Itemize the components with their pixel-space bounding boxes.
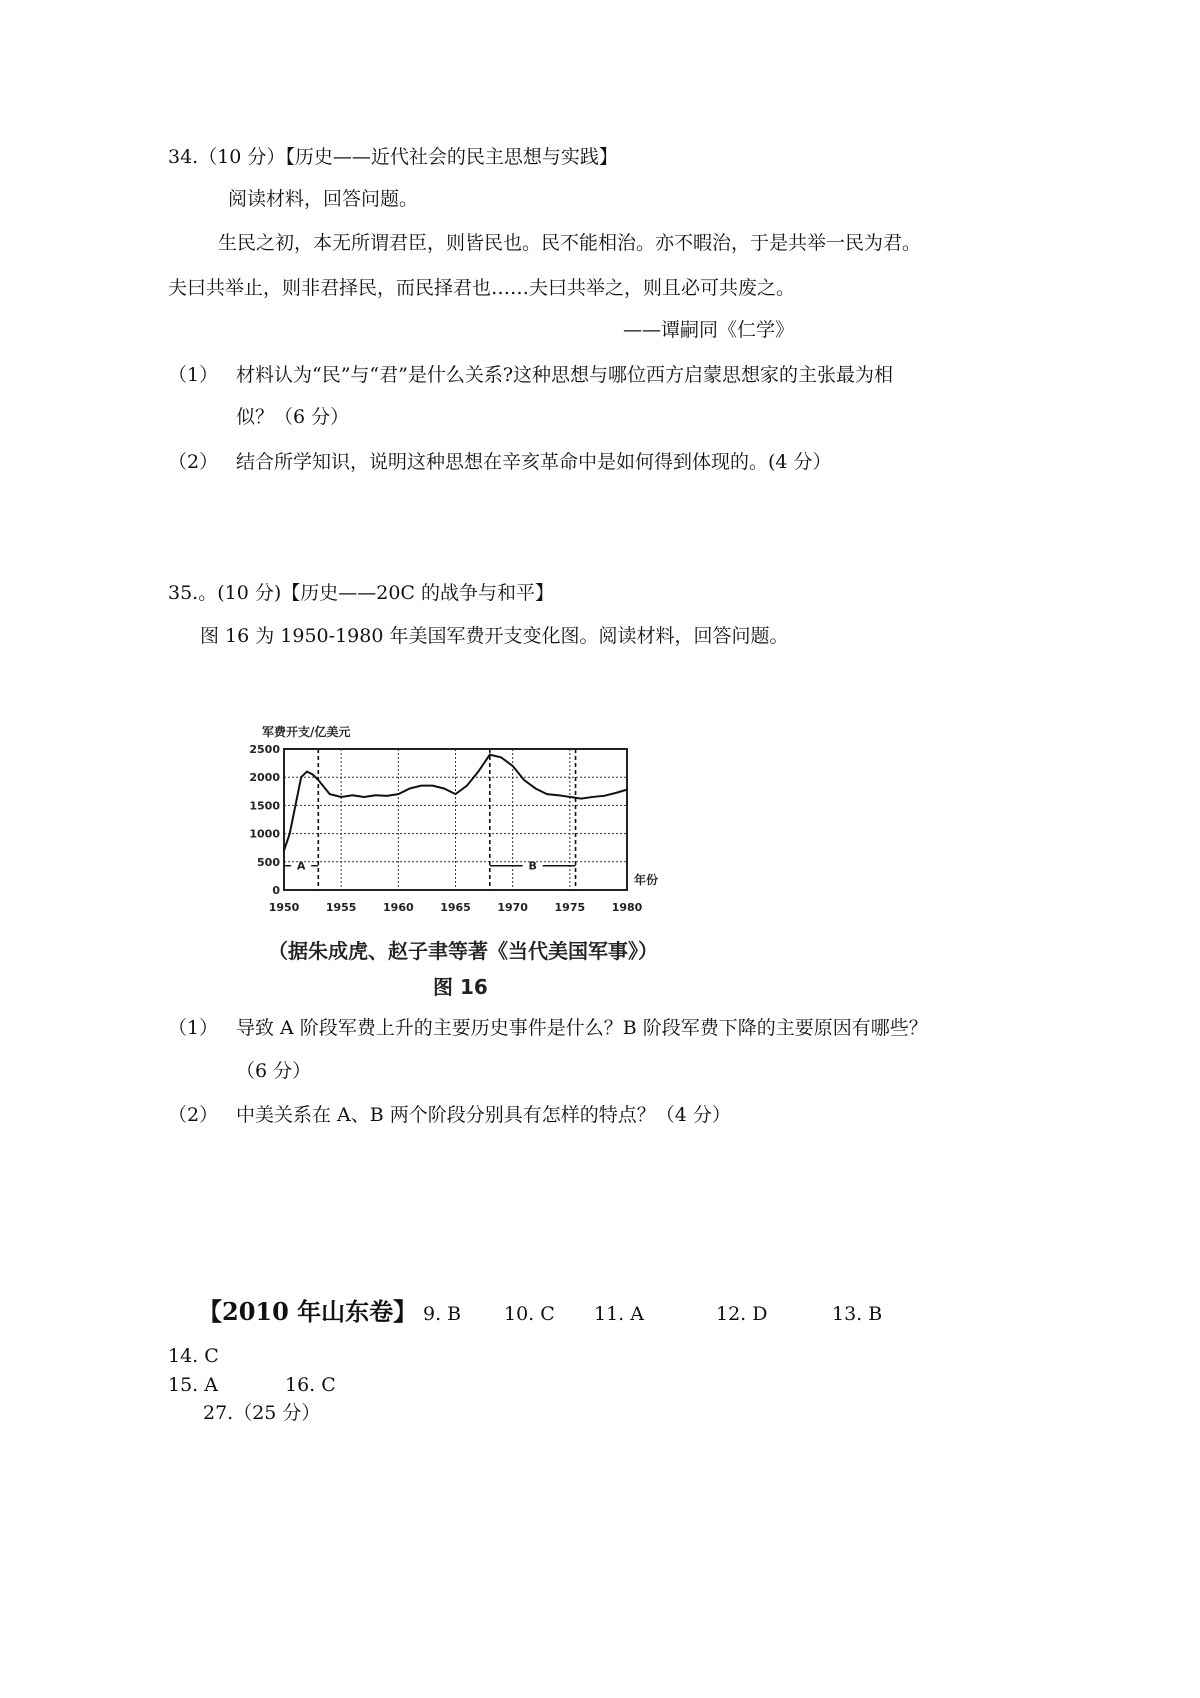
q34-sub1-line2: 似？（6 分） <box>236 406 350 428</box>
q34-title: 34.（10 分）【历史——近代社会的民主思想与实践】 <box>168 146 618 168</box>
answer-14: 14. C <box>168 1345 219 1367</box>
chart-source-caption: （据朱成虎、赵子聿等著《当代美国军事》） <box>268 939 658 963</box>
q34-sub2-text: 结合所学知识，说明这种思想在辛亥革命中是如何得到体现的。(4 分） <box>236 451 832 473</box>
x-tick-label: 1965 <box>440 901 471 914</box>
figure-label: 图 16 <box>433 975 488 999</box>
q34-sub1-number: （1） <box>168 364 219 386</box>
military-spending-chart <box>249 722 682 927</box>
q34-sub1-line1: 材料认为“民”与“君”是什么关系?这种思想与哪位西方启蒙思想家的主张最为相 <box>236 364 894 386</box>
q34-material-line2: 夫曰共举止，则非君择民，而民择君也……夫曰共举之，则且必可共废之。 <box>168 277 796 299</box>
q35-sub1-line1: 导致 A 阶段军费上升的主要历史事件是什么？B 阶段军费下降的主要原因有哪些？ <box>236 1017 928 1039</box>
answer-12: 12. D <box>716 1303 768 1325</box>
y-tick-label: 1500 <box>249 799 280 813</box>
q35-sub1-line2: （6 分） <box>236 1060 312 1082</box>
q35-sub2-text: 中美关系在 A、B 两个阶段分别具有怎样的特点？（4 分） <box>236 1104 731 1126</box>
phase-label-B: B <box>528 859 537 873</box>
chart-phases <box>284 749 576 890</box>
x-tick-label: 1975 <box>554 901 586 914</box>
answer-11: 11. A <box>594 1303 644 1325</box>
q34-instruction: 阅读材料，回答问题。 <box>228 188 419 210</box>
y-axis-label: 军费开支/亿美元 <box>262 725 351 739</box>
q34-source: ——谭嗣同《仁学》 <box>623 319 795 341</box>
x-tick-label: 1950 <box>268 901 300 914</box>
x-tick-label: 1960 <box>383 901 414 914</box>
answer-13: 13. B <box>832 1303 883 1325</box>
chart-axes <box>249 743 642 914</box>
answer-10: 10. C <box>504 1303 555 1325</box>
y-tick-label: 0 <box>272 884 280 897</box>
x-tick-label: 1970 <box>497 901 528 914</box>
y-tick-label: 2000 <box>249 771 280 785</box>
y-tick-label: 1000 <box>249 827 280 841</box>
x-tick-label: 1980 <box>611 901 643 914</box>
q35-intro: 图 16 为 1950-1980 年美国军费开支变化图。阅读材料，回答问题。 <box>200 625 789 647</box>
q35-sub1-number: （1） <box>168 1017 219 1039</box>
phase-label-A: A <box>296 859 306 873</box>
q35-title: 35.。(10 分)【历史——20C 的战争与和平】 <box>168 582 555 604</box>
answers-header: 【2010 年山东卷】 <box>198 1297 418 1326</box>
answer-15: 15. A <box>168 1374 218 1396</box>
q35-sub2-number: （2） <box>168 1104 219 1126</box>
x-axis-label: 年份 <box>634 873 659 887</box>
answer-27: 27.（25 分） <box>203 1402 321 1424</box>
q34-sub2-number: （2） <box>168 451 219 473</box>
answer-9: 9. B <box>423 1303 462 1325</box>
q34-material-line1: 生民之初，本无所谓君臣，则皆民也。民不能相治。亦不暇治，于是共举一民为君。 <box>218 232 922 254</box>
x-tick-label: 1955 <box>325 901 357 914</box>
y-tick-label: 2500 <box>249 743 280 756</box>
answer-16: 16. C <box>285 1374 336 1396</box>
y-tick-label: 500 <box>257 855 280 869</box>
